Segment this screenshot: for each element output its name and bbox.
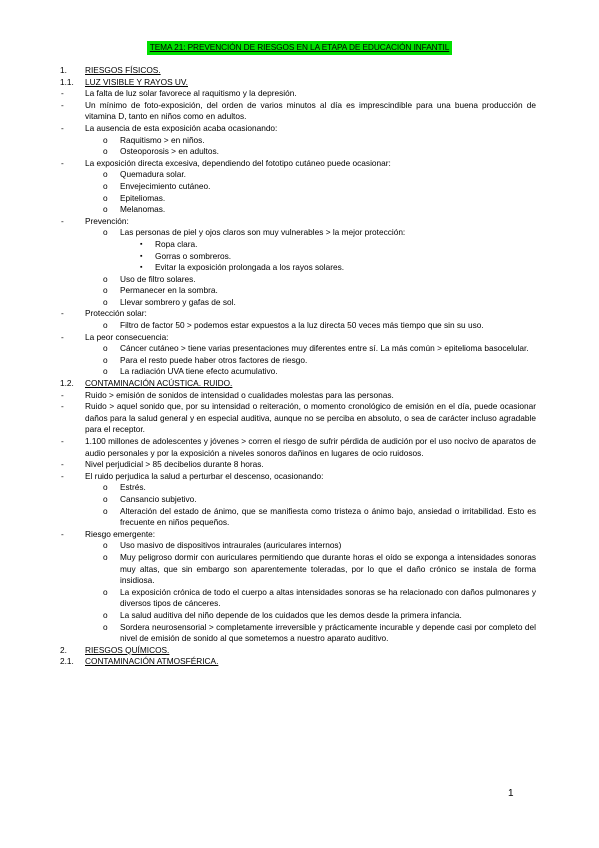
list-item: - Prevención: — [60, 216, 536, 228]
document-body — [60, 65, 536, 668]
list-item: - La exposición directa excesiva, dependiendo del fototipo cutáneo puede ocasionar: — [60, 158, 536, 170]
sub-list-item: o Estrés. — [60, 482, 536, 494]
document-title: TEMA 21: PREVENCIÓN DE RIESGOS EN LA ETAPA DE EDUCACIÓN INFANTIL — [147, 41, 452, 55]
sub-list-item: o Quemadura solar. — [60, 169, 536, 181]
sub-list-item: o Alteración del estado de ánimo, que se manifiesta como tristeza o ánimo bajo, ansiedad o irritabilidad. Esto es frecuente en niños pequeños. — [60, 506, 536, 529]
sub-list-item: o Las personas de piel y ojos claros son muy vulnerables > la mejor protección: — [60, 227, 536, 239]
list-item: - Nivel perjudicial > 85 decibelios durante 8 horas. — [60, 459, 536, 471]
sub-list-item: o Raquitismo > en niños. — [60, 135, 536, 147]
sub-sub-list-item: ▪ Gorras o sombreros. — [60, 251, 536, 263]
sub-list-item: o Uso de filtro solares. — [60, 274, 536, 286]
sub-list-item: o Para el resto puede haber otros factores de riesgo. — [60, 355, 536, 367]
section-2-1-heading — [60, 656, 536, 668]
sub-list-item: o La radiación UVA tiene efecto acumulativo. — [60, 366, 536, 378]
list-item: - El ruido perjudica la salud a perturbar el descenso, ocasionando: — [60, 471, 536, 483]
list-item: - Riesgo emergente: — [60, 529, 536, 541]
sub-list-item: o Llevar sombrero y gafas de sol. — [60, 297, 536, 309]
title-wrap — [0, 41, 599, 55]
section-2-1-title: CONTAMINACIÓN ATMOSFÉRICA. — [85, 656, 219, 667]
list-item: - La falta de luz solar favorece al raquitismo y la depresión. — [60, 88, 536, 100]
sub-list-item: o Permanecer en la sombra. — [60, 285, 536, 297]
sub-list-item: o Uso masivo de dispositivos intraurales (auriculares internos) — [60, 540, 536, 552]
section-1-1-title: LUZ VISIBLE Y RAYOS UV. — [85, 76, 188, 87]
list-item: - La peor consecuencia: — [60, 332, 536, 344]
sub-list-item: o Sordera neurosensorial > completamente irreversible y prácticamente incurable y depende casi por completo del nivel de emisión de sonido al que sometemos a nuestro aparato auditivo. — [60, 622, 536, 645]
page-number: 1 — [508, 788, 514, 799]
section-1-1-heading — [60, 77, 536, 89]
sub-list-item: o Cáncer cutáneo > tiene varias presentaciones muy diferentes entre sí. La más común > epitelioma basocelular. — [60, 343, 536, 355]
sub-list-item: o Epiteliomas. — [60, 193, 536, 205]
sub-sub-list-item: ▪ Ropa clara. — [60, 239, 536, 251]
section-1-title: RIESGOS FÍSICOS. — [85, 65, 161, 75]
section-1-2-title: CONTAMINACIÓN ACÚSTICA. RUIDO. — [85, 378, 233, 389]
sub-list-item: o Cansancio subjetivo. — [60, 494, 536, 506]
list-item: - Un mínimo de foto-exposición, del orden de varios minutos al día es imprescindible para una buena producción de vitamina D, tanto en niños como en adultos. — [60, 100, 536, 123]
list-item: - 1.100 millones de adolescentes y jóvenes > corren el riesgo de sufrir pérdida de audición por el uso nocivo de aparatos de audio personales y por la exposición a niveles sonoros dañinos en lugares de ocio ruidosos. — [60, 436, 536, 459]
list-item: - Protección solar: — [60, 308, 536, 320]
sub-list-item: o La salud auditiva del niño depende de los cuidados que les demos desde la primera infancia. — [60, 610, 536, 622]
section-2-heading — [60, 645, 536, 657]
sub-list-item: o Filtro de factor 50 > podemos estar expuestos a la luz directa 50 veces más tiempo que sin su uso. — [60, 320, 536, 332]
list-item: - Ruido > aquel sonido que, por su intensidad o reiteración, o momento cronológico de emisión en el día, puede ocasionar daños para la salud general y en especial auditiva, aunque no se perciba en absoluto, o sea de carácter incluso agradable para el receptor. — [60, 401, 536, 436]
sub-list-item: o Muy peligroso dormir con auriculares permitiendo que durante horas el oído se exponga a intensidades sonoras muy altas, que sin embargo son aparentemente toleradas, por lo que el daño crónico se instala de forma insidiosa. — [60, 552, 536, 587]
section-1-heading — [60, 65, 536, 77]
section-1-2-heading — [60, 378, 536, 390]
sub-list-item: o Envejecimiento cutáneo. — [60, 181, 536, 193]
list-item: - Ruido > emisión de sonidos de intensidad o cualidades molestas para las personas. — [60, 390, 536, 402]
section-2-title: RIESGOS QUÍMICOS. — [85, 644, 170, 655]
sub-list-item: o La exposición crónica de todo el cuerpo a altas intensidades sonoras se ha relacionado con daños pulmonares y diversos tipos de cánceres. — [60, 587, 536, 610]
list-item: - La ausencia de esta exposición acaba ocasionando: — [60, 123, 536, 135]
sub-list-item: o Osteoporosis > en adultos. — [60, 146, 536, 158]
sub-sub-list-item: ▪ Evitar la exposición prolongada a los rayos solares. — [60, 262, 536, 274]
sub-list-item: o Melanomas. — [60, 204, 536, 216]
